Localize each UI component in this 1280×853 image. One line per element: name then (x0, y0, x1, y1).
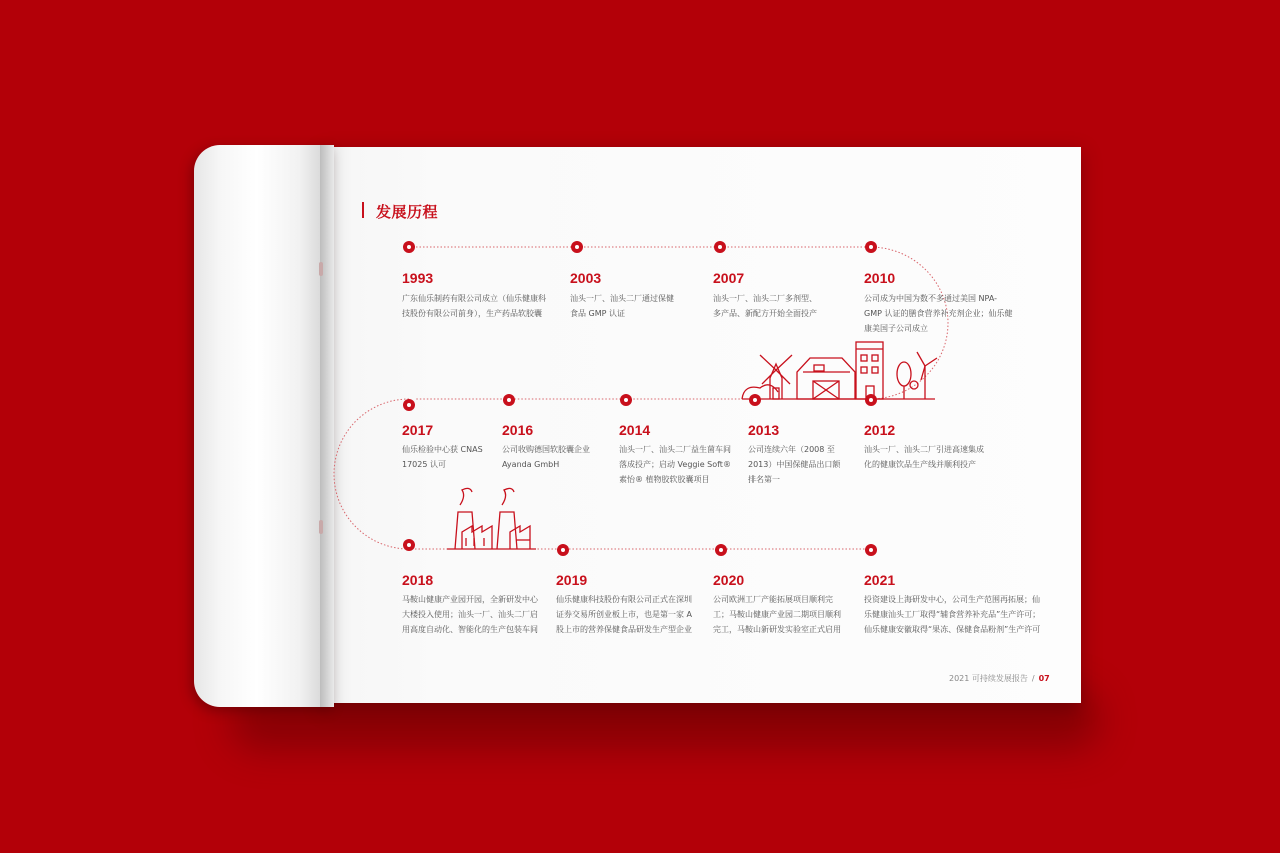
footer-separator: / (1031, 674, 1035, 683)
timeline-node (557, 544, 569, 556)
timeline-node (503, 394, 515, 406)
milestone-year: 2018 (402, 572, 434, 588)
milestone-year: 2010 (864, 270, 896, 286)
milestone-desc: 汕头一厂、汕头二厂通过保健食品 GMP 认证 (570, 294, 674, 318)
timeline-node (714, 241, 726, 253)
milestone-year: 1993 (402, 270, 434, 286)
timeline-node (749, 394, 761, 406)
milestone-desc: 仙乐健康科技股份有限公司正式在深圳证券交易所创业板上市，也是第一家 A 股上市的营养保健食品研发生产型企业 (556, 595, 693, 634)
milestone-year: 2017 (402, 422, 434, 438)
milestone-year: 2003 (570, 270, 602, 286)
milestone-desc: 公司连续六年（2008 至 2013）中国保健品出口额排名第一 (748, 445, 841, 484)
milestone-year: 2016 (502, 422, 534, 438)
milestone-year: 2012 (864, 422, 896, 438)
timeline-node (403, 539, 415, 551)
page-title: 发展历程 (376, 203, 439, 221)
milestone-desc: 汕头一厂、汕头二厂益生菌车间落成投产；启动 Veggie Soft® 素怡® 植物胶软胶囊项目 (619, 445, 731, 484)
milestone-desc: 汕头一厂、汕头二厂引进高速集成化的健康饮品生产线并顺利投产 (864, 445, 984, 469)
timeline-node (571, 241, 583, 253)
milestone-year: 2013 (748, 422, 780, 438)
milestone-year: 2019 (556, 572, 588, 588)
title-accent-bar (362, 202, 364, 218)
timeline-node (403, 399, 415, 411)
timeline-node (403, 241, 415, 253)
milestone-desc: 公司欧洲工厂产能拓展项目顺利完工；马鞍山健康产业园二期项目顺利完工，马鞍山新研发实验室正式启用 (713, 595, 841, 634)
timeline-node (620, 394, 632, 406)
timeline-node (865, 394, 877, 406)
milestone-year: 2020 (713, 572, 745, 588)
binding-ring (319, 520, 323, 534)
page-curl-edge (320, 145, 334, 707)
milestone-desc: 公司成为中国为数不多通过美国 NPA-GMP 认证的膳食营养补充剂企业；仙乐健康美国子公司成立 (864, 294, 1013, 333)
milestone-desc: 广东仙乐制药有限公司成立（仙乐健康科技股份有限公司前身），生产药品软胶囊 (402, 294, 546, 318)
milestone-desc: 公司收购德国软胶囊企业 Ayanda GmbH (502, 445, 590, 469)
report-name: 2021 可持续发展报告 (949, 674, 1028, 683)
milestone-desc: 马鞍山健康产业园开园，全新研发中心大楼投入使用；汕头一厂、汕头二厂启用高度自动化、智能化的生产包装车间 (402, 595, 538, 634)
milestone-desc: 仙乐检验中心获 CNAS 17025 认可 (402, 445, 483, 469)
timeline-node (715, 544, 727, 556)
page-curl (194, 145, 334, 707)
binding-ring (319, 262, 323, 276)
milestone-desc: 汕头一厂、汕头二厂多剂型、多产品、新配方开始全面投产 (713, 294, 817, 318)
milestone-desc: 投资建设上海研发中心，公司生产范围再拓展；仙乐健康汕头工厂取得“辅食营养补充品”生产许可；仙乐健康安徽取得“果冻、保健食品粉剂”生产许可 (864, 595, 1041, 634)
milestone-year: 2021 (864, 572, 896, 588)
milestone-year: 2014 (619, 422, 651, 438)
timeline-node (865, 544, 877, 556)
milestone-year: 2007 (713, 270, 745, 286)
page-footer (949, 673, 1050, 684)
timeline-node (865, 241, 877, 253)
page-number: 07 (1038, 674, 1050, 683)
